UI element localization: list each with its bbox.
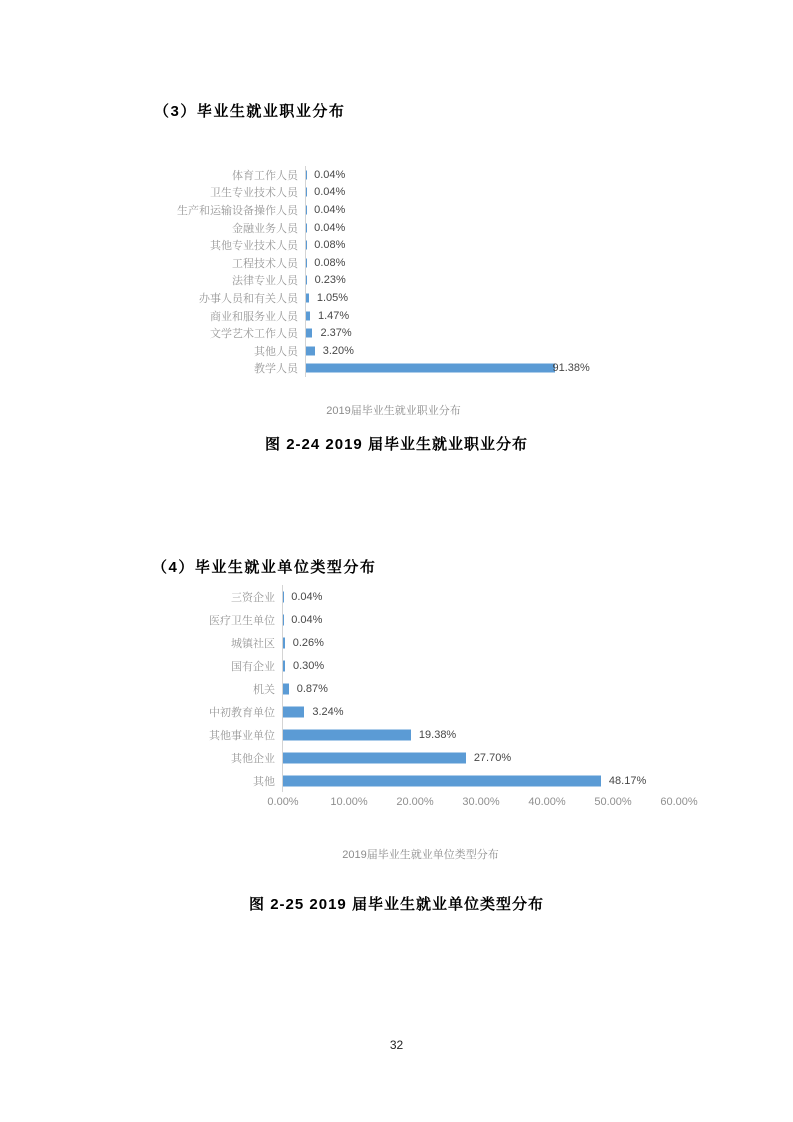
bar xyxy=(283,637,285,648)
bar xyxy=(306,346,315,355)
category-label: 医疗卫生单位 xyxy=(209,614,275,627)
category-label: 教学人员 xyxy=(254,363,298,376)
category-label: 法律专业人员 xyxy=(232,275,298,288)
plot-track xyxy=(305,289,615,307)
chart-row xyxy=(155,360,615,378)
bar xyxy=(283,775,601,786)
value-label: 0.04% xyxy=(314,203,346,216)
value-label: 3.24% xyxy=(312,705,344,718)
category-label: 国有企业 xyxy=(231,660,275,673)
legend-label: 2019届毕业生就业单位类型分布 xyxy=(342,849,499,861)
x-axis-tick-label: 50.00% xyxy=(594,796,632,808)
legend-label: 2019届毕业生就业职业分布 xyxy=(326,405,461,418)
plot-track xyxy=(282,608,692,631)
bar xyxy=(283,729,411,740)
bar xyxy=(306,276,307,285)
plot-track xyxy=(282,654,692,677)
category-label: 其他事业单位 xyxy=(209,729,275,742)
chart-legend xyxy=(132,846,692,862)
chart-legend xyxy=(155,402,615,418)
figure-caption-2-24: 图 2-24 2019 届毕业生就业职业分布 xyxy=(265,436,528,453)
value-label: 27.70% xyxy=(473,751,512,764)
bar xyxy=(283,706,304,717)
plot-track xyxy=(305,307,615,325)
chart-row xyxy=(132,585,692,608)
occupation-distribution-bar-chart xyxy=(155,166,615,418)
category-label: 其他专业技术人员 xyxy=(210,240,298,253)
chart-row xyxy=(132,746,692,769)
category-label: 金融业务人员 xyxy=(232,222,298,235)
plot-track xyxy=(305,254,615,272)
category-label: 文学艺术工作人员 xyxy=(210,328,298,341)
plot-track xyxy=(305,219,615,237)
chart-row xyxy=(155,289,615,307)
category-label: 办事人员和有关人员 xyxy=(199,292,298,305)
value-label: 0.26% xyxy=(292,636,324,649)
plot-track xyxy=(282,631,692,654)
x-axis-tick-label: 20.00% xyxy=(396,796,434,808)
plot-track xyxy=(305,342,615,360)
plot-track xyxy=(282,746,692,769)
x-axis-tick-label: 10.00% xyxy=(330,796,368,808)
chart-row xyxy=(155,236,615,254)
chart-row xyxy=(155,219,615,237)
chart-row xyxy=(132,769,692,792)
chart-row xyxy=(132,700,692,723)
category-label: 工程技术人员 xyxy=(232,257,298,270)
bar xyxy=(306,293,309,302)
page-number: 32 xyxy=(389,1038,404,1052)
value-label: 0.04% xyxy=(314,221,346,234)
chart-row xyxy=(155,307,615,325)
bar xyxy=(306,311,310,320)
chart-row xyxy=(155,342,615,360)
value-label: 0.08% xyxy=(314,239,346,252)
category-label: 城镇社区 xyxy=(231,637,275,650)
value-label: 0.04% xyxy=(291,590,323,603)
category-label: 其他人员 xyxy=(254,345,298,358)
plot-track xyxy=(282,769,692,792)
bar xyxy=(306,329,312,338)
chart-row xyxy=(155,254,615,272)
chart-row xyxy=(155,272,615,290)
plot-track xyxy=(305,201,615,219)
bar xyxy=(283,752,466,763)
category-label: 体育工作人员 xyxy=(232,169,298,182)
chart-row xyxy=(132,631,692,654)
plot-track xyxy=(305,236,615,254)
value-label: 0.04% xyxy=(314,168,346,181)
unit-type-distribution-bar-chart xyxy=(132,585,698,862)
plot-track xyxy=(282,723,692,746)
category-label: 生产和运输设备操作人员 xyxy=(177,204,298,217)
x-axis-tick-label: 0.00% xyxy=(267,796,299,808)
chart-row xyxy=(132,677,692,700)
plot-track xyxy=(305,272,615,290)
chart-row xyxy=(155,201,615,219)
x-axis-tick-label: 30.00% xyxy=(462,796,500,808)
chart-row xyxy=(132,654,692,677)
chart-row xyxy=(155,166,615,184)
value-label: 2.37% xyxy=(320,327,352,340)
section-heading-occupation: （3）毕业生就业职业分布 xyxy=(154,103,346,120)
figure-caption-2-25: 图 2-25 2019 届毕业生就业单位类型分布 xyxy=(249,896,544,913)
category-label: 中初教育单位 xyxy=(209,706,275,719)
bar xyxy=(283,660,285,671)
legend-swatch-icon xyxy=(309,405,320,416)
chart-row xyxy=(132,723,692,746)
category-label: 其他 xyxy=(253,775,275,788)
category-label: 三资企业 xyxy=(231,591,275,604)
category-label: 其他企业 xyxy=(231,752,275,765)
chart-row xyxy=(132,608,692,631)
x-axis-tick-label: 40.00% xyxy=(528,796,566,808)
value-label: 1.05% xyxy=(316,291,349,304)
value-label: 0.04% xyxy=(291,613,323,626)
chart-row xyxy=(155,184,615,202)
bar xyxy=(283,683,289,694)
section-heading-unit-type: （4）毕业生就业单位类型分布 xyxy=(152,559,377,576)
plot-track xyxy=(282,585,692,608)
plot-track xyxy=(282,700,692,723)
value-label: 0.23% xyxy=(314,274,346,287)
value-label: 91.38% xyxy=(552,362,590,375)
x-axis xyxy=(267,792,698,810)
value-label: 0.04% xyxy=(314,186,346,199)
legend-swatch-icon xyxy=(325,849,336,860)
value-label: 19.38% xyxy=(418,728,457,741)
value-label: 1.47% xyxy=(318,309,350,322)
category-label: 机关 xyxy=(253,683,275,696)
chart-plot-area xyxy=(155,166,615,377)
bar xyxy=(306,364,555,373)
category-label: 卫生专业技术人员 xyxy=(210,187,298,200)
plot-track xyxy=(305,166,615,184)
chart-plot-area xyxy=(132,585,692,792)
plot-track xyxy=(282,677,692,700)
category-label: 商业和服务业人员 xyxy=(210,310,298,323)
plot-track xyxy=(305,360,615,378)
x-axis-tick-label: 60.00% xyxy=(660,796,698,808)
value-label: 0.30% xyxy=(292,659,325,672)
plot-track xyxy=(305,184,615,202)
value-label: 48.17% xyxy=(608,774,647,787)
value-label: 0.08% xyxy=(314,256,346,269)
chart-row xyxy=(155,324,615,342)
value-label: 3.20% xyxy=(322,344,354,357)
value-label: 0.87% xyxy=(296,682,328,695)
plot-track xyxy=(305,324,615,342)
